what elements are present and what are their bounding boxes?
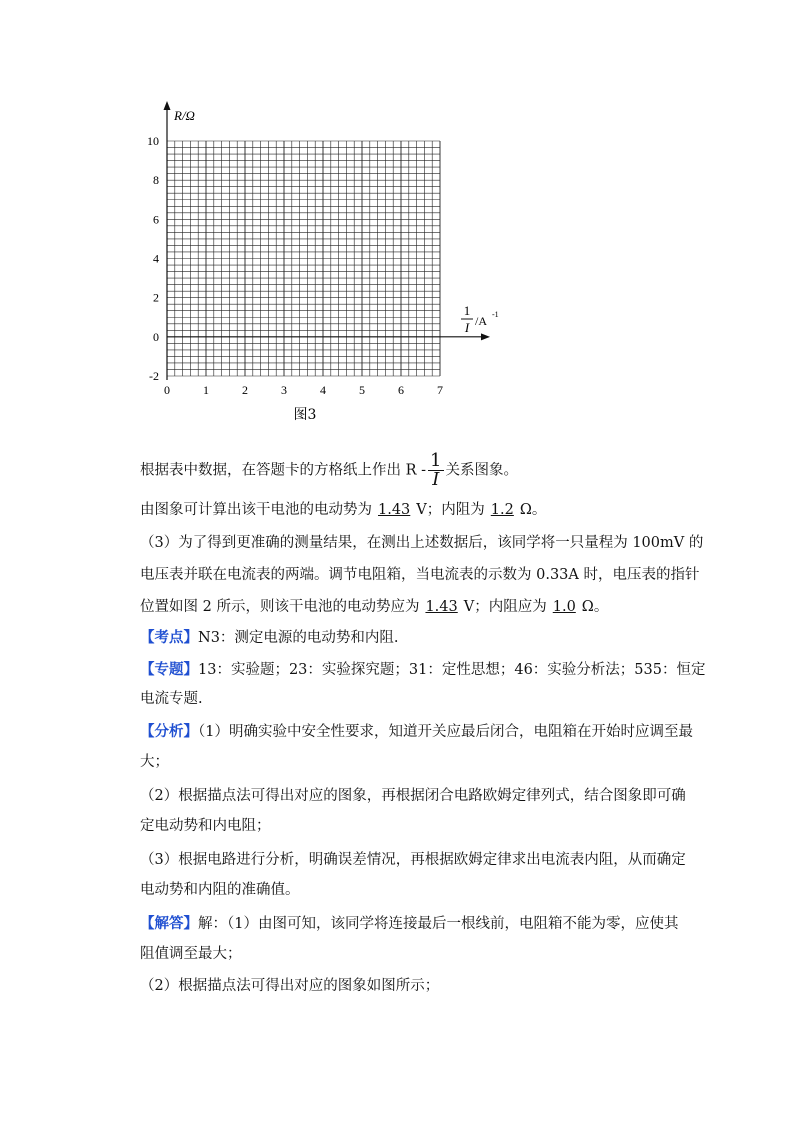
plot-instruction-text: 根据表中数据，在答题卡的方格纸上作出 R - xyxy=(140,462,427,479)
kaodian-tag: 【考点】 xyxy=(140,629,198,646)
fenxi-text1: （1）明确实验中安全性要求，知道开关应最后闭合，电阻箱在开始时应调至最 xyxy=(198,724,693,740)
fenxi-tag: 【分析】 xyxy=(140,723,198,740)
y-tick-label: 8 xyxy=(153,173,159,188)
zhuanti-text: 13：实验题；23：实验探究题；31：定性思想；46：实验分析法；535：恒定 xyxy=(198,662,706,678)
q3-text-c: Ω。 xyxy=(581,599,609,615)
x-tick-label: 6 xyxy=(398,383,404,397)
figure-caption: 图3 xyxy=(293,407,317,423)
fenxi-line3: （3）根据电路进行分析，明确误差情况，再根据欧姆定律求出电流表内阻，从而确定 xyxy=(140,852,686,868)
jieda-line1b: 阻值调至最大； xyxy=(140,946,242,962)
y-tick-label: -2 xyxy=(149,369,159,383)
fraction-numerator: 1 xyxy=(430,450,442,471)
y-tick-label: 4 xyxy=(153,251,159,266)
jieda-line xyxy=(140,914,680,934)
plot-instruction xyxy=(140,452,680,489)
question3-line3 xyxy=(140,597,680,617)
y-tick-label: 2 xyxy=(153,290,159,305)
result-text-a: 由图象可计算出该干电池的电动势为 xyxy=(140,502,372,518)
inverse-current-fraction xyxy=(428,452,443,489)
x-tick-label: 4 xyxy=(320,383,326,397)
plot-instruction-suffix: 关系图象。 xyxy=(445,462,518,479)
x-axis-label-exponent: -1 xyxy=(492,310,499,319)
grid-paper xyxy=(167,141,440,376)
x-axis-label-denominator: I xyxy=(464,320,470,335)
kaodian-line xyxy=(140,628,680,648)
y-tick-label: 0 xyxy=(153,329,159,344)
corrected-emf-answer: 1.43 xyxy=(425,599,458,615)
x-tick-label: 7 xyxy=(437,383,443,397)
q3-text-a: 位置如图 2 所示，则该干电池的电动势应为 xyxy=(140,599,420,615)
zhuanti-line2: 电流专题. xyxy=(140,691,203,707)
result-text-c: Ω。 xyxy=(519,502,547,518)
r-vs-inverse-current-graph xyxy=(130,95,510,435)
y-tick-label: 10 xyxy=(147,134,159,148)
kaodian-text: N3：测定电源的电动势和内阻. xyxy=(198,630,399,646)
x-tick-labels xyxy=(164,383,443,397)
y-axis-label: R/Ω xyxy=(174,108,195,123)
x-tick-label: 0 xyxy=(164,383,170,397)
q3-text-b: V；内阻应为 xyxy=(463,599,547,615)
jieda-line2: （2）根据描点法可得出对应的图象如图所示； xyxy=(140,978,440,994)
x-axis-arrow xyxy=(481,333,490,340)
jieda-text1: 解：（1）由图可知，该同学将连接最后一根线前，电阻箱不能为零，应使其 xyxy=(198,916,679,932)
x-axis-label-numerator: 1 xyxy=(463,303,471,318)
x-tick-label: 5 xyxy=(359,383,365,397)
axes xyxy=(164,101,491,380)
zhuanti-tag: 【专题】 xyxy=(140,661,198,678)
y-axis-arrow xyxy=(164,101,171,110)
fraction-denominator: I xyxy=(432,469,440,490)
zhuanti-line xyxy=(140,660,706,680)
fenxi-line1b: 大； xyxy=(140,754,169,770)
question3-line1: （3）为了得到更准确的测量结果，在测出上述数据后，该同学将一只量程为 100mV 的 xyxy=(140,535,704,551)
fenxi-line3b: 电动势和内阻的准确值。 xyxy=(140,882,300,898)
y-tick-labels xyxy=(147,134,159,383)
result-line-graph xyxy=(140,500,680,520)
x-tick-label: 3 xyxy=(281,383,287,397)
x-tick-label: 1 xyxy=(203,383,209,397)
x-tick-label: 2 xyxy=(242,383,248,397)
y-tick-label: 6 xyxy=(153,212,159,227)
question3-line2: 电压表并联在电流表的两端。调节电阻箱，当电流表的示数为 0.33A 时，电压表的指针 xyxy=(140,567,700,583)
result-text-b: V；内阻为 xyxy=(416,502,485,518)
jieda-tag: 【解答】 xyxy=(140,915,198,932)
fenxi-line2b: 定电动势和内电阻； xyxy=(140,818,271,834)
x-axis-label xyxy=(461,303,499,335)
internal-resistance-answer: 1.2 xyxy=(490,502,514,518)
x-axis-label-unit: /A xyxy=(475,314,487,328)
emf-answer: 1.43 xyxy=(378,502,411,518)
fenxi-line xyxy=(140,722,693,742)
fenxi-line2: （2）根据描点法可得出对应的图象，再根据闭合电路欧姆定律列式，结合图象即可确 xyxy=(140,788,686,804)
corrected-resistance-answer: 1.0 xyxy=(552,599,576,615)
